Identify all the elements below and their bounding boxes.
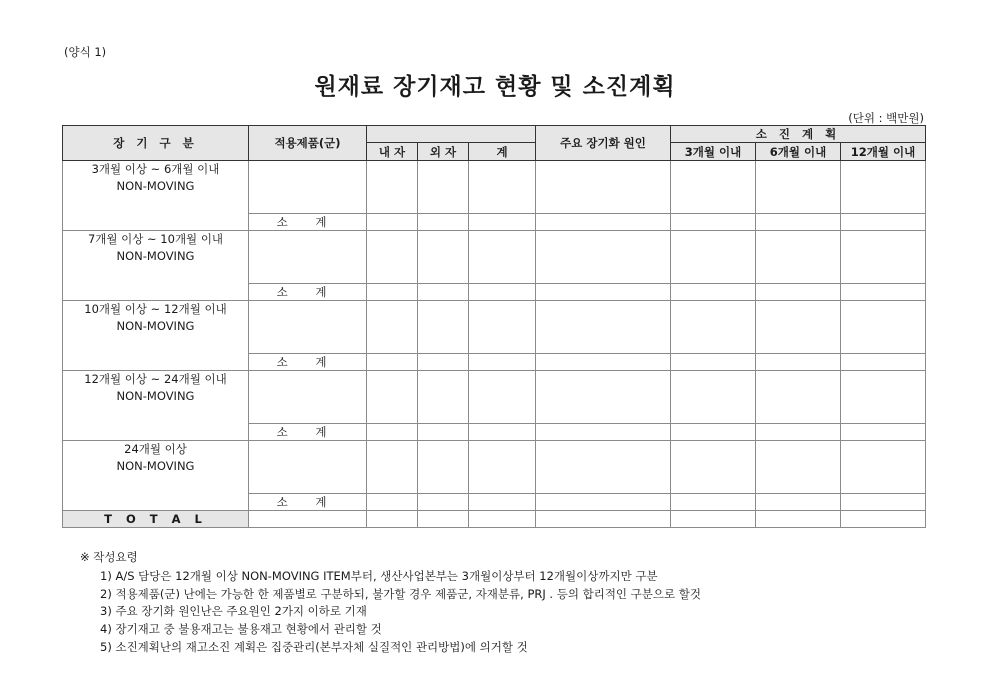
internal-cell[interactable] <box>367 354 418 371</box>
cause-cell[interactable] <box>536 231 671 284</box>
plan-12m-cell[interactable] <box>841 301 926 354</box>
plan-12m-cell[interactable] <box>841 441 926 494</box>
header-internal: 내 자 <box>367 143 418 161</box>
category-cell <box>63 371 249 441</box>
cause-cell[interactable] <box>536 424 671 441</box>
plan-12m-cell[interactable] <box>841 214 926 231</box>
internal-cell[interactable] <box>367 371 418 424</box>
sum-cell[interactable] <box>469 214 536 231</box>
external-cell[interactable] <box>418 441 469 494</box>
header-plan: 소 진 계 획 <box>671 126 926 143</box>
plan-3m-cell[interactable] <box>671 494 756 511</box>
sum-cell[interactable] <box>469 354 536 371</box>
sum-cell[interactable] <box>469 231 536 284</box>
sum-cell[interactable] <box>469 301 536 354</box>
table-row <box>63 301 926 354</box>
sum-cell[interactable] <box>469 494 536 511</box>
external-cell[interactable] <box>418 511 469 528</box>
header-external: 외 자 <box>418 143 469 161</box>
sum-cell[interactable] <box>469 441 536 494</box>
header-cause: 주요 장기화 원인 <box>536 126 671 161</box>
external-cell[interactable] <box>418 494 469 511</box>
category-type: NON-MOVING <box>116 319 195 333</box>
subtotal-label: 소 계 <box>249 354 367 371</box>
subtotal-label: 소 계 <box>249 284 367 301</box>
instruction-item: 3) 주요 장기화 원인난은 주요원인 2가지 이하로 기재 <box>100 604 367 619</box>
header-plan-3m: 3개월 이내 <box>671 143 756 161</box>
plan-12m-cell[interactable] <box>841 284 926 301</box>
plan-3m-cell[interactable] <box>671 424 756 441</box>
sum-cell[interactable] <box>469 284 536 301</box>
plan-3m-cell[interactable] <box>671 161 756 214</box>
total-row <box>63 511 926 528</box>
category-range: 12개월 이상 ~ 24개월 이내 <box>84 372 227 386</box>
sum-cell[interactable] <box>469 161 536 214</box>
cause-cell[interactable] <box>536 511 671 528</box>
external-cell[interactable] <box>418 371 469 424</box>
instructions-title: ※ 작성요령 <box>80 550 138 564</box>
internal-cell[interactable] <box>367 231 418 284</box>
plan-3m-cell[interactable] <box>671 511 756 528</box>
cause-cell[interactable] <box>536 494 671 511</box>
plan-6m-cell[interactable] <box>756 231 841 284</box>
external-cell[interactable] <box>418 354 469 371</box>
category-cell <box>63 301 249 371</box>
plan-12m-cell[interactable] <box>841 354 926 371</box>
cause-cell[interactable] <box>536 284 671 301</box>
plan-6m-cell[interactable] <box>756 354 841 371</box>
plan-6m-cell[interactable] <box>756 161 841 214</box>
plan-3m-cell[interactable] <box>671 284 756 301</box>
internal-cell[interactable] <box>367 424 418 441</box>
plan-6m-cell[interactable] <box>756 441 841 494</box>
plan-12m-cell[interactable] <box>841 161 926 214</box>
category-cell <box>63 161 249 231</box>
category-range: 7개월 이상 ~ 10개월 이내 <box>87 232 224 246</box>
category-cell <box>63 231 249 301</box>
subtotal-label: 소 계 <box>249 494 367 511</box>
form-number: (양식 1) <box>64 45 107 59</box>
plan-3m-cell[interactable] <box>671 231 756 284</box>
category-type: NON-MOVING <box>116 179 195 193</box>
plan-3m-cell[interactable] <box>671 354 756 371</box>
plan-3m-cell[interactable] <box>671 441 756 494</box>
plan-12m-cell[interactable] <box>841 511 926 528</box>
cause-cell[interactable] <box>536 441 671 494</box>
external-cell[interactable] <box>418 424 469 441</box>
sum-cell[interactable] <box>469 424 536 441</box>
category-type: NON-MOVING <box>116 459 195 473</box>
unit-label: (단위 : 백만원) <box>848 111 924 125</box>
cause-cell[interactable] <box>536 214 671 231</box>
external-cell[interactable] <box>418 214 469 231</box>
table-row <box>63 441 926 494</box>
product-cell[interactable] <box>249 301 367 354</box>
category-type: NON-MOVING <box>116 389 195 403</box>
header-product: 적용제품(군) <box>249 126 367 161</box>
cause-cell[interactable] <box>536 161 671 214</box>
internal-cell[interactable] <box>367 284 418 301</box>
table-row <box>63 371 926 424</box>
product-cell[interactable] <box>249 511 367 528</box>
external-cell[interactable] <box>418 161 469 214</box>
header-category: 장 기 구 분 <box>63 126 249 161</box>
plan-6m-cell[interactable] <box>756 371 841 424</box>
plan-3m-cell[interactable] <box>671 214 756 231</box>
internal-cell[interactable] <box>367 161 418 214</box>
inventory-table <box>62 125 926 528</box>
product-cell[interactable] <box>249 231 367 284</box>
cause-cell[interactable] <box>536 354 671 371</box>
cause-cell[interactable] <box>536 371 671 424</box>
subtotal-label: 소 계 <box>249 424 367 441</box>
header-amount-group <box>367 126 536 143</box>
table-row <box>63 231 926 284</box>
plan-6m-cell[interactable] <box>756 214 841 231</box>
plan-3m-cell[interactable] <box>671 371 756 424</box>
table-row <box>63 161 926 214</box>
sum-cell[interactable] <box>469 511 536 528</box>
cause-cell[interactable] <box>536 301 671 354</box>
plan-6m-cell[interactable] <box>756 424 841 441</box>
instruction-item: 2) 적용제품(군) 난에는 가능한 한 제품별로 구분하되, 불가할 경우 제품군, 자재분류, PRJ . 등의 합리적인 구분으로 할것 <box>100 586 701 601</box>
internal-cell[interactable] <box>367 301 418 354</box>
category-range: 3개월 이상 ~ 6개월 이내 <box>91 162 220 176</box>
category-type: NON-MOVING <box>116 249 195 263</box>
plan-6m-cell[interactable] <box>756 301 841 354</box>
category-range: 24개월 이상 <box>124 442 187 456</box>
internal-cell[interactable] <box>367 494 418 511</box>
plan-3m-cell[interactable] <box>671 301 756 354</box>
subtotal-label: 소 계 <box>249 214 367 231</box>
plan-6m-cell[interactable] <box>756 511 841 528</box>
instruction-item: 1) A/S 담당은 12개월 이상 NON-MOVING ITEM부터, 생산사업본부는 3개월이상부터 12개월이상까지만 구분 <box>100 568 658 583</box>
external-cell[interactable] <box>418 231 469 284</box>
product-cell[interactable] <box>249 441 367 494</box>
instructions <box>80 549 701 657</box>
header-plan-12m: 12개월 이내 <box>841 143 926 161</box>
plan-12m-cell[interactable] <box>841 231 926 284</box>
plan-12m-cell[interactable] <box>841 371 926 424</box>
total-label: T O T A L <box>63 511 249 528</box>
category-cell <box>63 441 249 511</box>
external-cell[interactable] <box>418 301 469 354</box>
category-range: 10개월 이상 ~ 12개월 이내 <box>84 302 227 316</box>
external-cell[interactable] <box>418 284 469 301</box>
internal-cell[interactable] <box>367 441 418 494</box>
sum-cell[interactable] <box>469 371 536 424</box>
document-title: 원재료 장기재고 현황 및 소진계획 <box>314 74 676 100</box>
plan-12m-cell[interactable] <box>841 424 926 441</box>
plan-6m-cell[interactable] <box>756 284 841 301</box>
header-plan-6m: 6개월 이내 <box>756 143 841 161</box>
plan-12m-cell[interactable] <box>841 494 926 511</box>
instruction-item: 5) 소진계획난의 재고소진 계획은 집중관리(본부자체 실질적인 관리방법)에 의거할 것 <box>100 639 528 654</box>
internal-cell[interactable] <box>367 214 418 231</box>
product-cell[interactable] <box>249 161 367 214</box>
internal-cell[interactable] <box>367 511 418 528</box>
plan-6m-cell[interactable] <box>756 494 841 511</box>
instruction-item: 4) 장기재고 중 불용재고는 불용재고 현황에서 관리할 것 <box>100 622 382 637</box>
header-sum: 계 <box>469 143 536 161</box>
product-cell[interactable] <box>249 371 367 424</box>
